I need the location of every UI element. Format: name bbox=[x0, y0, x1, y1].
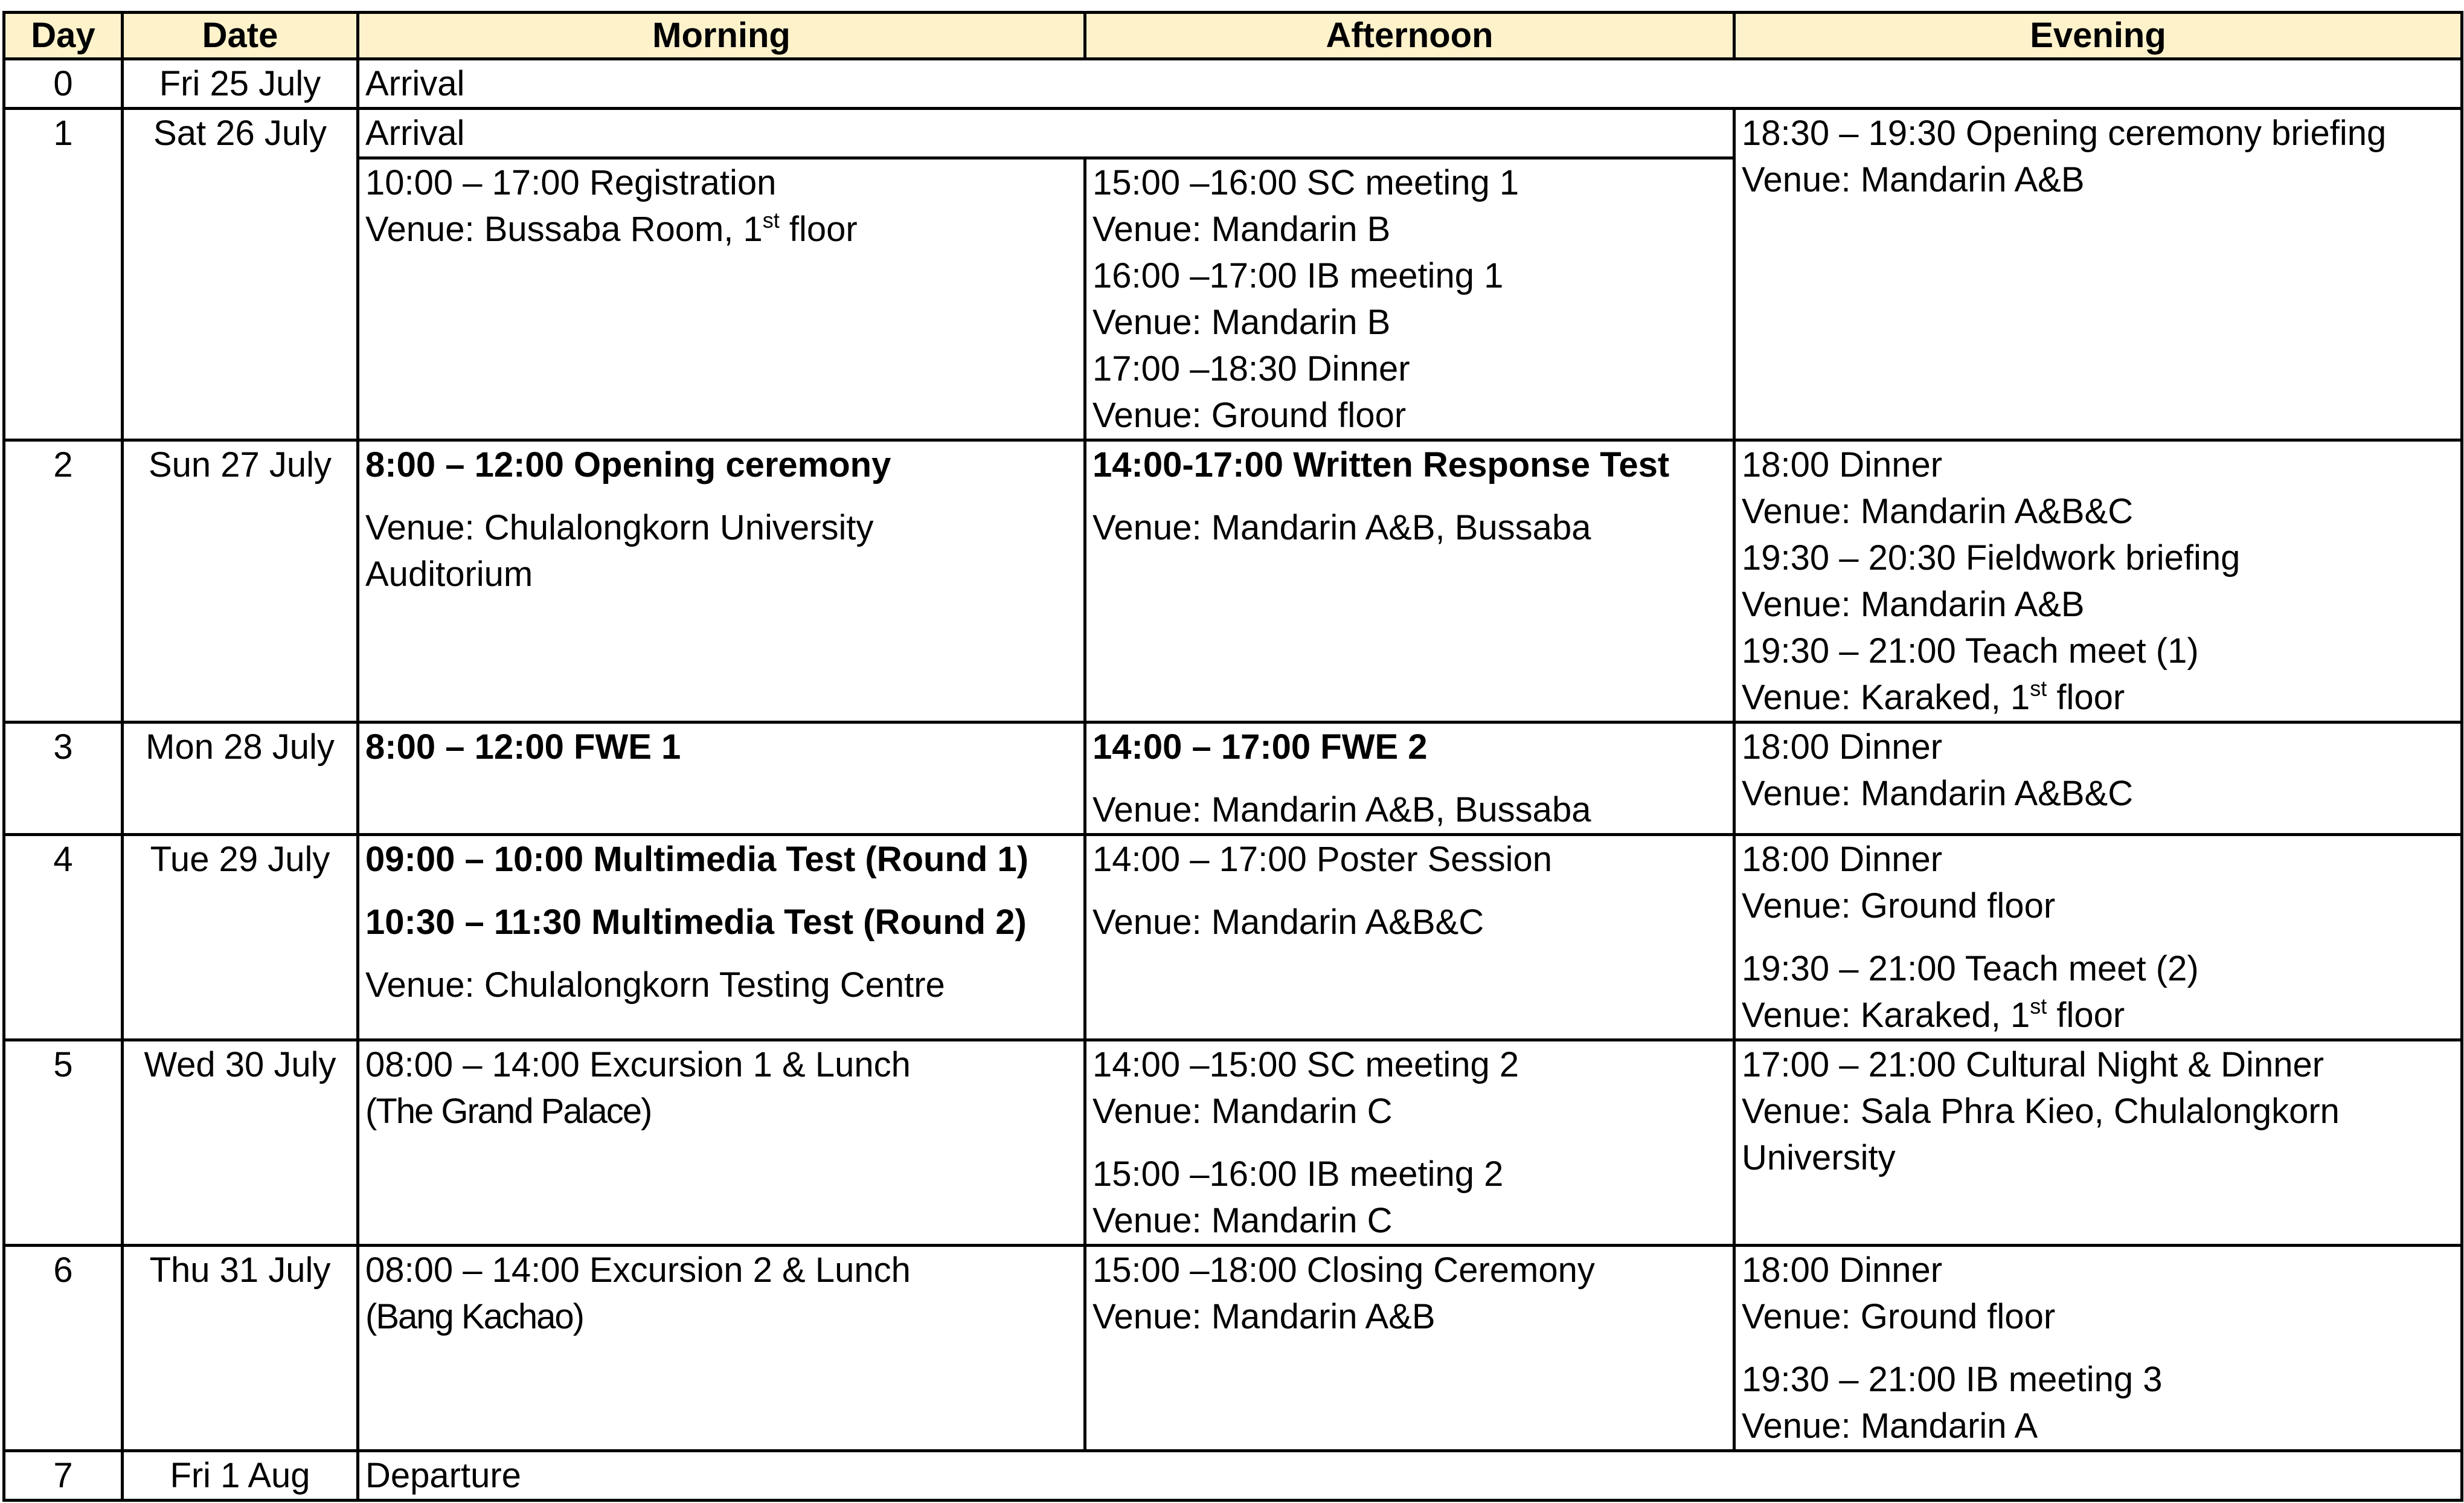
event-line: 15:00 –18:00 Closing Ceremony bbox=[1092, 1250, 1595, 1290]
table-row bbox=[4, 1451, 2462, 1501]
venue-line: Venue: Mandarin A&B, Bussaba bbox=[1092, 790, 1591, 829]
event-line: 18:30 – 19:30 Opening ceremony briefing bbox=[1742, 114, 2387, 153]
venue-line: Venue: Ground floor bbox=[1092, 396, 1407, 435]
full-row-cell: Arrival bbox=[358, 59, 2462, 109]
arrival-cell: Arrival bbox=[358, 109, 1734, 158]
superscript: st bbox=[762, 208, 780, 233]
header-date: Date bbox=[123, 13, 358, 59]
venue-line: Venue: Mandarin C bbox=[1092, 1201, 1393, 1240]
header-evening: Evening bbox=[1734, 13, 2462, 59]
morning-cell bbox=[358, 1040, 1085, 1246]
afternoon-cell bbox=[1085, 1040, 1734, 1246]
venue-line: Venue: Mandarin A&B, Bussaba bbox=[1092, 508, 1591, 547]
venue-line: Venue: Mandarin A&B bbox=[1742, 160, 2085, 199]
schedule-table bbox=[2, 11, 2463, 1502]
venue-line: Venue: Mandarin A&B bbox=[1092, 1297, 1436, 1336]
date-cell: Sat 26 July bbox=[123, 109, 358, 440]
morning-cell bbox=[358, 835, 1085, 1040]
place-line: (The Grand Palace) bbox=[365, 1092, 652, 1131]
venue-line: Venue: Karaked, 1st floor bbox=[1742, 994, 2125, 1035]
afternoon-cell bbox=[1085, 440, 1734, 723]
header-row bbox=[4, 13, 2462, 59]
morning-cell bbox=[358, 158, 1085, 440]
event-line: 15:00 –16:00 IB meeting 2 bbox=[1092, 1154, 1504, 1194]
event-line: 08:00 – 14:00 Excursion 2 & Lunch bbox=[365, 1250, 911, 1290]
day-cell: 1 bbox=[4, 109, 123, 440]
header-day: Day bbox=[4, 13, 123, 59]
date-cell: Thu 31 July bbox=[123, 1246, 358, 1451]
date-cell: Fri 25 July bbox=[123, 59, 358, 109]
full-row-cell: Departure bbox=[358, 1451, 2462, 1501]
table-row bbox=[4, 440, 2462, 723]
venue-line: Venue: Chulalongkorn University bbox=[365, 508, 874, 547]
evening-cell bbox=[1734, 835, 2462, 1040]
table-row bbox=[4, 1040, 2462, 1246]
venue-line: Venue: Mandarin B bbox=[1092, 210, 1391, 249]
event-line: 10:00 – 17:00 Registration bbox=[365, 163, 777, 202]
venue-line: Venue: Mandarin A&B&C bbox=[1092, 903, 1484, 942]
day-cell: 0 bbox=[4, 59, 123, 109]
morning-cell bbox=[358, 723, 1085, 835]
afternoon-cell bbox=[1085, 158, 1734, 440]
morning-cell bbox=[358, 440, 1085, 723]
date-cell: Mon 28 July bbox=[123, 723, 358, 835]
table-row bbox=[4, 59, 2462, 109]
venue-line: Venue: Mandarin A bbox=[1742, 1406, 2038, 1446]
venue-line: Venue: Mandarin A&B&C bbox=[1742, 774, 2134, 813]
venue-line: Venue: Bussaba Room, 1st floor bbox=[365, 208, 858, 249]
table-row bbox=[4, 109, 2462, 158]
header-afternoon: Afternoon bbox=[1085, 13, 1734, 59]
day-cell: 7 bbox=[4, 1451, 123, 1501]
day-cell: 6 bbox=[4, 1246, 123, 1451]
event-line: 14:00 – 17:00 Poster Session bbox=[1092, 840, 1552, 879]
venue-line: Venue: Mandarin A&B bbox=[1742, 585, 2085, 624]
place-line: (Bang Kachao) bbox=[365, 1297, 583, 1336]
venue-line-continued: University bbox=[1742, 1138, 1896, 1177]
event-line: 18:00 Dinner bbox=[1742, 445, 1943, 484]
event-line: 18:00 Dinner bbox=[1742, 1250, 1943, 1290]
afternoon-cell bbox=[1085, 835, 1734, 1040]
superscript: st bbox=[2030, 676, 2047, 701]
evening-cell bbox=[1734, 1246, 2462, 1451]
venue-line: Venue: Mandarin C bbox=[1092, 1092, 1393, 1131]
day-cell: 4 bbox=[4, 835, 123, 1040]
event-line: 18:00 Dinner bbox=[1742, 840, 1943, 879]
event-line: 8:00 – 12:00 Opening ceremony bbox=[365, 445, 891, 484]
header-morning: Morning bbox=[358, 13, 1085, 59]
event-line: 17:00 –18:30 Dinner bbox=[1092, 349, 1410, 388]
event-line: 08:00 – 14:00 Excursion 1 & Lunch bbox=[365, 1045, 911, 1084]
evening-cell bbox=[1734, 109, 2462, 440]
event-line: 17:00 – 21:00 Cultural Night & Dinner bbox=[1742, 1045, 2324, 1084]
event-line: 14:00 –15:00 SC meeting 2 bbox=[1092, 1045, 1519, 1084]
event-line: 19:30 – 20:30 Fieldwork briefing bbox=[1742, 538, 2241, 578]
date-cell: Wed 30 July bbox=[123, 1040, 358, 1246]
event-line: 8:00 – 12:00 FWE 1 bbox=[365, 727, 681, 767]
day-cell: 3 bbox=[4, 723, 123, 835]
morning-cell bbox=[358, 1246, 1085, 1451]
afternoon-cell bbox=[1085, 723, 1734, 835]
date-cell: Sun 27 July bbox=[123, 440, 358, 723]
evening-cell bbox=[1734, 440, 2462, 723]
venue-line: Venue: Ground floor bbox=[1742, 886, 2056, 925]
superscript: st bbox=[2030, 994, 2047, 1019]
evening-cell bbox=[1734, 723, 2462, 835]
venue-line: Venue: Mandarin A&B&C bbox=[1742, 492, 2134, 531]
afternoon-cell bbox=[1085, 1246, 1734, 1451]
evening-cell bbox=[1734, 1040, 2462, 1246]
venue-line: Venue: Mandarin B bbox=[1092, 303, 1391, 342]
event-line: 16:00 –17:00 IB meeting 1 bbox=[1092, 256, 1504, 295]
table-row bbox=[4, 835, 2462, 1040]
date-cell: Tue 29 July bbox=[123, 835, 358, 1040]
event-line: 14:00-17:00 Written Response Test bbox=[1092, 445, 1670, 484]
day-cell: 5 bbox=[4, 1040, 123, 1246]
event-line: 09:00 – 10:00 Multimedia Test (Round 1) bbox=[365, 840, 1028, 879]
table-row bbox=[4, 1246, 2462, 1451]
venue-line-continued: Auditorium bbox=[365, 555, 533, 594]
event-line: 15:00 –16:00 SC meeting 1 bbox=[1092, 163, 1519, 202]
venue-line: Venue: Chulalongkorn Testing Centre bbox=[365, 965, 945, 1005]
event-line: 18:00 Dinner bbox=[1742, 727, 1943, 767]
table-row bbox=[4, 723, 2462, 835]
event-line: 10:30 – 11:30 Multimedia Test (Round 2) bbox=[365, 903, 1027, 942]
venue-line: Venue: Sala Phra Kieo, Chulalongkorn bbox=[1742, 1092, 2340, 1131]
day-cell: 2 bbox=[4, 440, 123, 723]
venue-line: Venue: Ground floor bbox=[1742, 1297, 2056, 1336]
event-line: 14:00 – 17:00 FWE 2 bbox=[1092, 727, 1428, 767]
date-cell: Fri 1 Aug bbox=[123, 1451, 358, 1501]
event-line: 19:30 – 21:00 Teach meet (2) bbox=[1742, 949, 2199, 988]
event-line: 19:30 – 21:00 Teach meet (1) bbox=[1742, 631, 2199, 671]
event-line: 19:30 – 21:00 IB meeting 3 bbox=[1742, 1360, 2163, 1399]
venue-line: Venue: Karaked, 1st floor bbox=[1742, 676, 2125, 717]
